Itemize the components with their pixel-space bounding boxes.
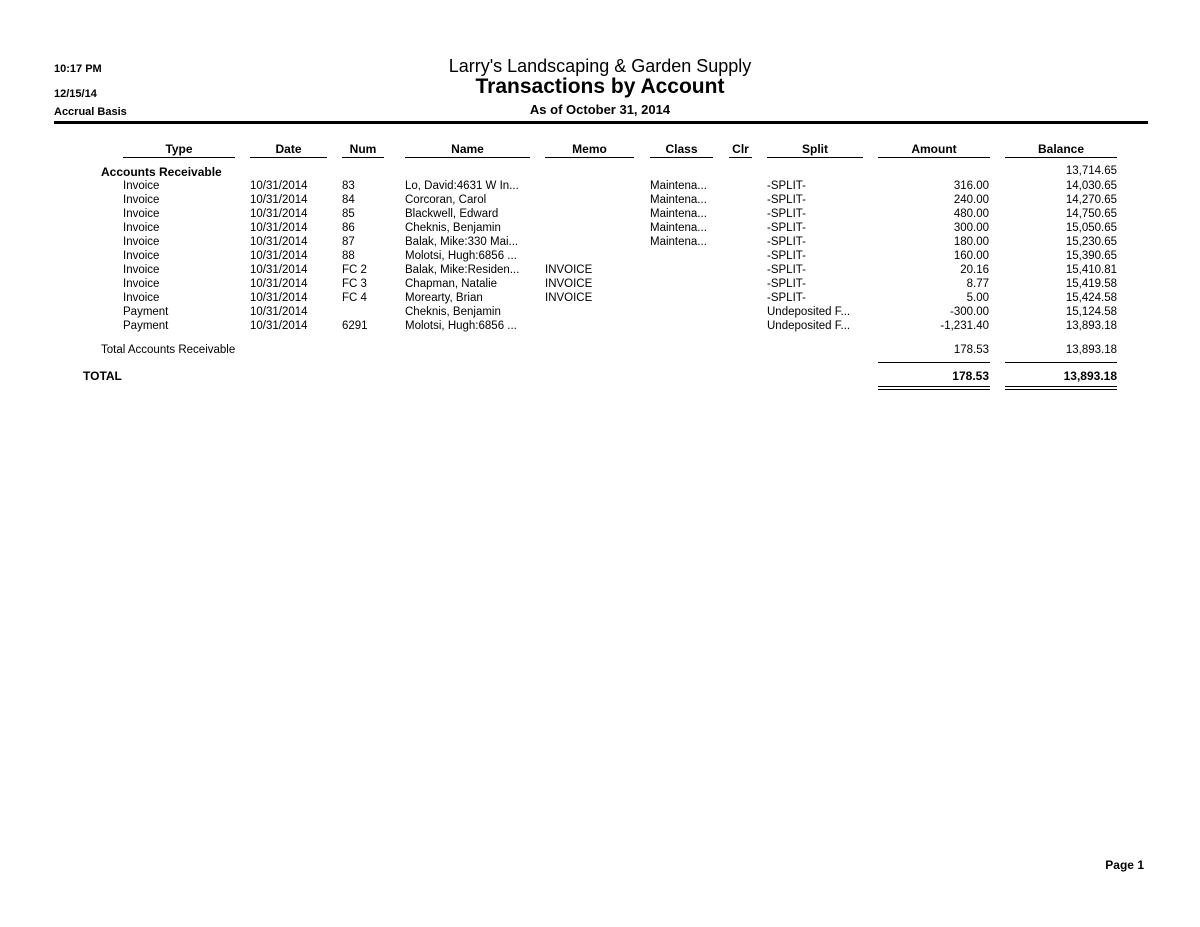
- cell-memo: INVOICE: [545, 278, 593, 290]
- total-amount-rule: [878, 362, 990, 363]
- report-time: 10:17 PM: [54, 63, 102, 75]
- section-total-label: Total Accounts Receivable: [101, 344, 236, 356]
- cell-name: Molotsi, Hugh:6856 ...: [405, 250, 517, 262]
- grand-total-label: TOTAL: [83, 369, 122, 383]
- column-header-memo: Memo: [572, 142, 607, 156]
- cell-amount: 8.77: [966, 278, 989, 290]
- cell-num: FC 2: [342, 264, 367, 276]
- column-header-rule: [405, 157, 530, 158]
- column-header-rule: [545, 157, 634, 158]
- cell-date: 10/31/2014: [250, 320, 308, 332]
- cell-split: Undeposited F...: [767, 320, 851, 332]
- table-row: [0, 236, 1200, 250]
- cell-name: Cheknis, Benjamin: [405, 222, 501, 234]
- cell-date: 10/31/2014: [250, 292, 308, 304]
- cell-date: 10/31/2014: [250, 208, 308, 220]
- cell-type: Invoice: [123, 236, 160, 248]
- cell-class: Maintena...: [650, 180, 707, 192]
- cell-amount: 240.00: [953, 194, 989, 206]
- cell-balance: 14,750.65: [1065, 208, 1117, 220]
- cell-memo: INVOICE: [545, 264, 593, 276]
- cell-amount: -300.00: [949, 306, 989, 318]
- cell-balance: 15,390.65: [1065, 250, 1117, 262]
- grand-balance-double-rule-top: [1005, 386, 1117, 387]
- column-header-amount: Amount: [911, 142, 957, 156]
- cell-split: Undeposited F...: [767, 306, 851, 318]
- page-number: Page 1: [1105, 858, 1144, 872]
- total-balance-rule: [1005, 362, 1117, 363]
- opening-balance: 13,714.65: [1065, 165, 1117, 177]
- section-title: Accounts Receivable: [101, 165, 222, 179]
- cell-name: Molotsi, Hugh:6856 ...: [405, 320, 517, 332]
- cell-date: 10/31/2014: [250, 222, 308, 234]
- cell-split: -SPLIT-: [767, 208, 806, 220]
- cell-amount: 180.00: [953, 236, 989, 248]
- cell-balance: 15,230.65: [1065, 236, 1117, 248]
- cell-name: Morearty, Brian: [405, 292, 483, 304]
- table-row: [0, 222, 1200, 236]
- cell-split: -SPLIT-: [767, 292, 806, 304]
- cell-split: -SPLIT-: [767, 194, 806, 206]
- cell-type: Invoice: [123, 292, 160, 304]
- table-row: [0, 208, 1200, 222]
- cell-type: Invoice: [123, 278, 160, 290]
- cell-amount: 480.00: [953, 208, 989, 220]
- cell-type: Invoice: [123, 194, 160, 206]
- cell-amount: 316.00: [953, 180, 989, 192]
- cell-split: -SPLIT-: [767, 278, 806, 290]
- cell-balance: 14,270.65: [1065, 194, 1117, 206]
- column-header-date: Date: [275, 142, 302, 156]
- cell-split: -SPLIT-: [767, 222, 806, 234]
- cell-split: -SPLIT-: [767, 180, 806, 192]
- cell-type: Invoice: [123, 208, 160, 220]
- cell-num: 86: [342, 222, 355, 234]
- grand-balance-double-rule-bottom: [1005, 389, 1117, 390]
- cell-date: 10/31/2014: [250, 278, 308, 290]
- cell-class: Maintena...: [650, 222, 707, 234]
- cell-balance: 15,050.65: [1065, 222, 1117, 234]
- section-total-amount: 178.53: [953, 344, 989, 356]
- cell-num: FC 4: [342, 292, 367, 304]
- cell-balance: 15,419.58: [1065, 278, 1117, 290]
- header-rule: [54, 121, 1148, 124]
- cell-split: -SPLIT-: [767, 250, 806, 262]
- report-subtitle: As of October 31, 2014: [529, 102, 671, 117]
- column-header-split: Split: [802, 142, 828, 156]
- cell-amount: 300.00: [953, 222, 989, 234]
- cell-name: Corcoran, Carol: [405, 194, 487, 206]
- cell-type: Invoice: [123, 264, 160, 276]
- column-header-clr: Clr: [732, 142, 749, 156]
- cell-split: -SPLIT-: [767, 264, 806, 276]
- cell-type: Invoice: [123, 250, 160, 262]
- cell-date: 10/31/2014: [250, 250, 308, 262]
- cell-date: 10/31/2014: [250, 236, 308, 248]
- cell-balance: 14,030.65: [1065, 180, 1117, 192]
- table-row: [0, 278, 1200, 292]
- grand-amount-double-rule-bottom: [878, 389, 990, 390]
- cell-memo: INVOICE: [545, 292, 593, 304]
- column-header-rule: [767, 157, 863, 158]
- cell-balance: 15,410.81: [1065, 264, 1117, 276]
- cell-type: Invoice: [123, 222, 160, 234]
- column-header-rule: [123, 157, 235, 158]
- section-total-balance: 13,893.18: [1065, 344, 1117, 356]
- table-row: [0, 180, 1200, 194]
- cell-date: 10/31/2014: [250, 264, 308, 276]
- column-header-balance: Balance: [1037, 142, 1085, 156]
- table-row: [0, 306, 1200, 320]
- table-row: [0, 264, 1200, 278]
- cell-balance: 15,424.58: [1065, 292, 1117, 304]
- cell-split: -SPLIT-: [767, 236, 806, 248]
- cell-name: Chapman, Natalie: [405, 278, 498, 290]
- column-header-num: Num: [349, 142, 377, 156]
- report-date: 12/15/14: [54, 88, 97, 100]
- cell-name: Balak, Mike:330 Mai...: [405, 236, 519, 248]
- cell-name: Balak, Mike:Residen...: [405, 264, 520, 276]
- cell-num: 88: [342, 250, 355, 262]
- table-row: [0, 250, 1200, 264]
- column-header-rule: [878, 157, 990, 158]
- cell-amount: 160.00: [953, 250, 989, 262]
- cell-num: 6291: [342, 320, 368, 332]
- grand-amount-double-rule-top: [878, 386, 990, 387]
- cell-num: 84: [342, 194, 355, 206]
- cell-date: 10/31/2014: [250, 306, 308, 318]
- report-basis: Accrual Basis: [54, 106, 127, 118]
- cell-date: 10/31/2014: [250, 180, 308, 192]
- column-header-class: Class: [665, 142, 698, 156]
- column-header-rule: [1005, 157, 1117, 158]
- cell-name: Lo, David:4631 W In...: [405, 180, 519, 192]
- table-row: [0, 194, 1200, 208]
- cell-num: 83: [342, 180, 355, 192]
- cell-type: Payment: [123, 306, 169, 318]
- cell-num: 87: [342, 236, 355, 248]
- cell-class: Maintena...: [650, 194, 707, 206]
- cell-num: FC 3: [342, 278, 367, 290]
- column-header-rule: [650, 157, 713, 158]
- company-name: Larry's Landscaping & Garden Supply: [448, 56, 752, 76]
- cell-name: Blackwell, Edward: [405, 208, 499, 220]
- cell-type: Invoice: [123, 180, 160, 192]
- column-header-rule: [729, 157, 752, 158]
- table-row: [0, 320, 1200, 334]
- grand-total-amount: 178.53: [952, 369, 989, 383]
- cell-balance: 15,124.58: [1065, 306, 1117, 318]
- table-row: [0, 292, 1200, 306]
- grand-total-balance: 13,893.18: [1063, 369, 1117, 383]
- cell-amount: 5.00: [966, 292, 989, 304]
- cell-type: Payment: [123, 320, 169, 332]
- cell-class: Maintena...: [650, 236, 707, 248]
- column-header-name: Name: [451, 142, 484, 156]
- cell-amount: 20.16: [960, 264, 989, 276]
- column-header-type: Type: [165, 142, 193, 156]
- cell-num: 85: [342, 208, 355, 220]
- cell-amount: -1,231.40: [940, 320, 989, 332]
- report-title: Transactions by Account: [475, 75, 725, 98]
- column-header-rule: [250, 157, 327, 158]
- cell-balance: 13,893.18: [1065, 320, 1117, 332]
- cell-name: Cheknis, Benjamin: [405, 306, 501, 318]
- column-header-rule: [342, 157, 384, 158]
- cell-class: Maintena...: [650, 208, 707, 220]
- cell-date: 10/31/2014: [250, 194, 308, 206]
